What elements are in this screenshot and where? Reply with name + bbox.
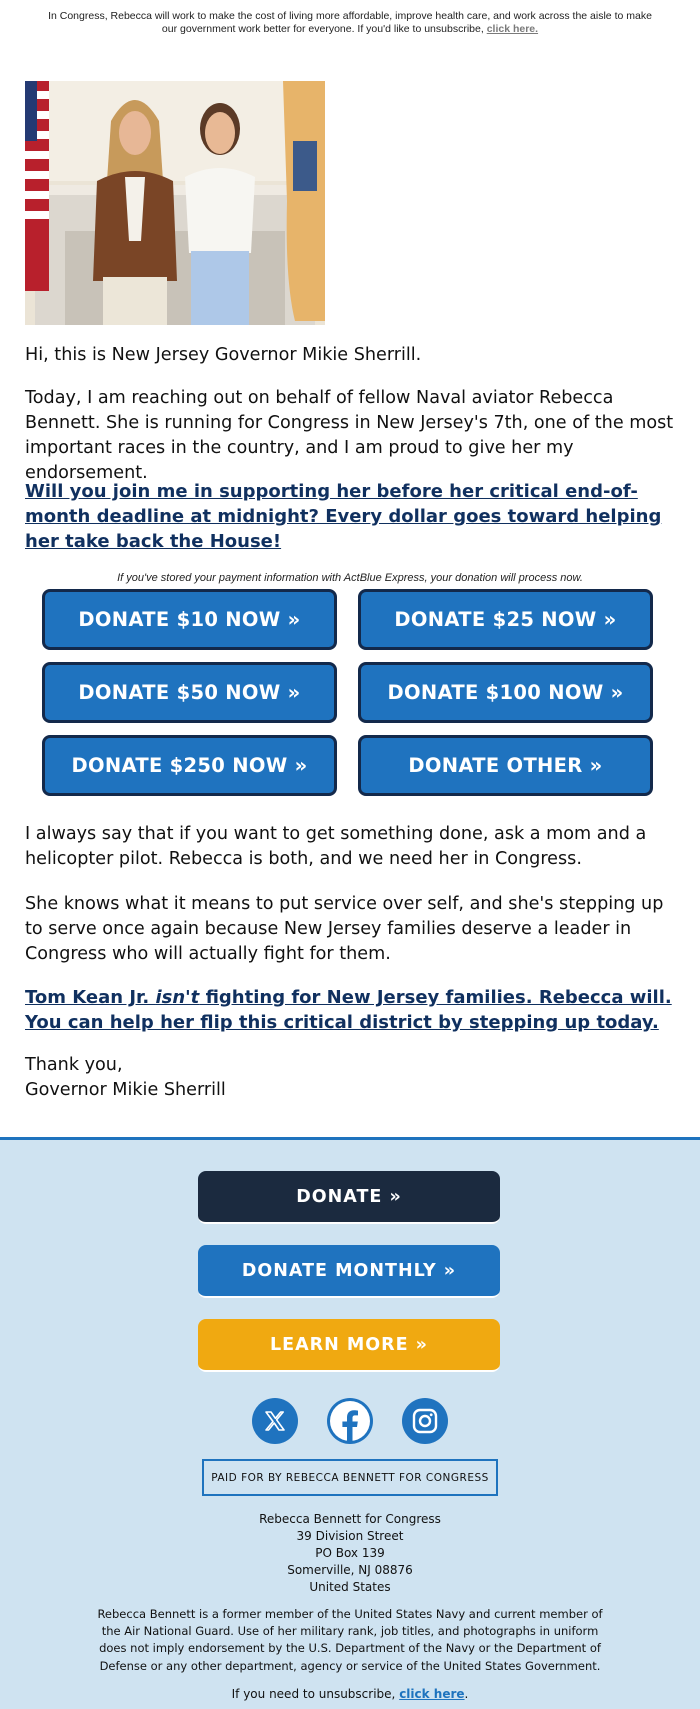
unsubscribe-link[interactable]: click here xyxy=(399,1687,465,1701)
greeting: Hi, this is New Jersey Governor Mikie Sherrill. xyxy=(25,345,422,365)
address-city: Somerville, NJ 08876 xyxy=(287,1563,413,1577)
preheader-unsubscribe-link[interactable]: click here. xyxy=(486,23,539,35)
preheader xyxy=(45,10,655,36)
x-icon[interactable] xyxy=(252,1398,298,1444)
cta2-emphasis: isn't xyxy=(155,987,200,1008)
address-street: 39 Division Street xyxy=(296,1529,404,1543)
donate-250-button[interactable]: DONATE $250 NOW » xyxy=(42,735,337,796)
address-name: Rebecca Bennett for Congress xyxy=(259,1512,441,1526)
cta-link-flip-district[interactable] xyxy=(25,985,675,1035)
footer-donate-monthly-button[interactable]: DONATE MONTHLY » xyxy=(198,1245,500,1298)
donate-25-button[interactable]: DONATE $25 NOW » xyxy=(358,589,653,650)
hero-photo xyxy=(25,81,325,325)
donate-other-button[interactable]: DONATE OTHER » xyxy=(358,735,653,796)
instagram-icon[interactable] xyxy=(402,1398,448,1444)
signoff: Thank you, xyxy=(25,1055,123,1075)
paid-for-box: PAID FOR BY REBECCA BENNETT FOR CONGRESS xyxy=(202,1459,498,1496)
footer-unsubscribe xyxy=(0,1687,700,1701)
paragraph-mom-pilot: I always say that if you want to get something done, ask a mom and a helicopter pilot. Rebecca is both, and we need her in Congress. xyxy=(25,824,647,869)
actblue-express-note: If you've stored your payment information with ActBlue Express, your donation will process now. xyxy=(117,572,583,584)
cta2-post: fighting for New Jersey families. Rebecca will. You can help her flip this critical district by stepping up today. xyxy=(25,987,672,1033)
donate-100-button[interactable]: DONATE $100 NOW » xyxy=(358,662,653,723)
unsubscribe-period: . xyxy=(464,1687,469,1701)
preheader-text: In Congress, Rebecca will work to make the cost of living more affordable, improve health care, and work across the aisle to make our government work better for everyone. If you'd like to unsubscribe, xyxy=(48,10,652,35)
cta2-pre: Tom Kean Jr. xyxy=(25,987,156,1008)
hero-photo-illustration xyxy=(25,81,325,325)
footer-learn-more-button[interactable]: LEARN MORE » xyxy=(198,1319,500,1372)
paragraph-service: She knows what it means to put service over self, and she's stepping up to serve once again because New Jersey families deserve a leader in Congress who will actually fight for them. xyxy=(25,894,664,964)
donate-10-button[interactable]: DONATE $10 NOW » xyxy=(42,589,337,650)
signature: Governor Mikie Sherrill xyxy=(25,1080,226,1100)
facebook-icon[interactable] xyxy=(327,1398,373,1444)
footer-donate-button[interactable]: DONATE » xyxy=(198,1171,500,1224)
cta-link-support[interactable]: Will you join me in supporting her before her critical end-of-month deadline at midnight? Every dollar goes toward helping her take back the House! xyxy=(25,481,662,552)
military-disclaimer: Rebecca Bennett is a former member of the United States Navy and current member of the Air National Guard. Use of her military rank, job titles, and photographs in uniform does not imply endorsement by the U.S. Department of the Navy or the Department of Defense or any other department, agency or service of the United States Government. xyxy=(97,1607,603,1673)
unsubscribe-text: If you need to unsubscribe, xyxy=(231,1687,396,1701)
paragraph-endorsement: Today, I am reaching out on behalf of fellow Naval aviator Rebecca Bennett. She is running for Congress in New Jersey's 7th, one of the most important races in the country, and I am proud to give her my endorsement. xyxy=(25,388,674,483)
address-country: United States xyxy=(309,1580,391,1594)
address-po-box: PO Box 139 xyxy=(315,1546,385,1560)
donate-50-button[interactable]: DONATE $50 NOW » xyxy=(42,662,337,723)
